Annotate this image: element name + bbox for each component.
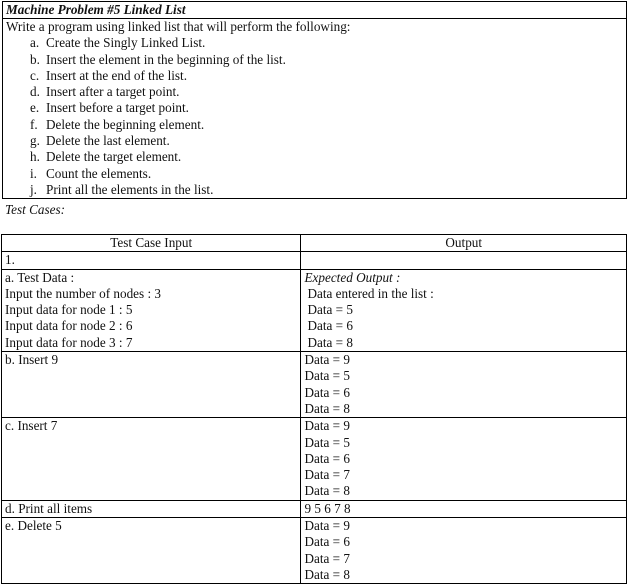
test-cases-label: Test Cases:	[5, 202, 65, 217]
output-line: Data = 5	[304, 434, 350, 450]
output-line: Data = 9	[304, 352, 350, 368]
row-number-cell: 1.	[2, 252, 301, 269]
output-line: Data = 8	[304, 566, 350, 582]
step-marker: c.	[30, 67, 40, 83]
step-text: Create the Singly Linked List.	[46, 35, 206, 51]
step-text: Print all the elements in the list.	[46, 181, 214, 197]
table-row	[2, 418, 627, 500]
step-marker: f.	[30, 116, 38, 132]
input-line: Input data for node 1 : 5	[5, 302, 133, 318]
problem-body	[3, 19, 627, 199]
step-text: Delete the beginning element.	[46, 116, 205, 132]
step-item	[30, 133, 623, 149]
output-cell	[301, 269, 627, 351]
step-item	[30, 166, 623, 182]
output-line: 9 5 6 7 8	[304, 500, 351, 516]
table-row	[2, 352, 627, 418]
output-cell	[301, 418, 627, 500]
table-row	[2, 269, 627, 351]
input-line: Input data for node 2 : 6	[5, 318, 133, 334]
table-row	[2, 518, 627, 584]
input-cell	[2, 500, 301, 517]
output-line: Data = 6	[304, 534, 350, 550]
problem-intro: Write a program using linked list that will perform the following:	[6, 19, 351, 34]
step-item	[30, 117, 623, 133]
step-marker: b.	[30, 51, 40, 67]
header-input: Test Case Input	[2, 235, 301, 252]
step-item	[30, 68, 623, 84]
step-text: Insert after a target point.	[46, 84, 180, 100]
output-line: Data = 9	[304, 518, 350, 534]
input-cell	[2, 418, 301, 500]
input-line: Input data for node 3 : 7	[5, 334, 133, 350]
step-item	[30, 149, 623, 165]
step-marker: e.	[30, 100, 40, 116]
output-line: Data = 9	[304, 418, 350, 434]
step-text: Insert the element in the beginning of the list.	[46, 51, 286, 67]
table-row-number	[2, 252, 627, 269]
step-text: Delete the target element.	[46, 149, 182, 165]
output-line: Data = 7	[304, 467, 350, 483]
problem-title: Machine Problem #5 Linked List	[3, 2, 627, 19]
step-item	[30, 182, 623, 198]
input-line: b. Insert 9	[5, 352, 59, 368]
output-cell	[301, 518, 627, 584]
step-marker: g.	[30, 133, 40, 149]
input-line: d. Print all items	[5, 500, 93, 516]
step-marker: j.	[30, 181, 37, 197]
input-cell	[2, 352, 301, 418]
output-cell	[301, 500, 627, 517]
input-line: c. Insert 7	[5, 418, 58, 434]
step-item	[30, 84, 623, 100]
table-header-row	[2, 235, 627, 252]
output-line: Data = 8	[304, 483, 350, 499]
step-marker: a.	[30, 35, 40, 51]
step-text: Delete the last element.	[46, 133, 170, 149]
output-line: Data = 7	[304, 550, 350, 566]
step-text: Count the elements.	[46, 165, 152, 181]
step-item	[30, 100, 623, 116]
input-cell	[2, 518, 301, 584]
problem-table	[2, 1, 627, 199]
step-text: Insert before a target point.	[46, 100, 189, 116]
output-heading: Expected Output :	[304, 269, 401, 285]
test-cases-table	[1, 234, 627, 584]
output-line: Data = 8	[304, 400, 350, 416]
step-item	[30, 52, 623, 68]
output-line: Data = 8	[307, 334, 353, 350]
input-line: e. Delete 5	[5, 518, 62, 534]
header-output: Output	[301, 235, 627, 252]
step-text: Insert at the end of the list.	[46, 67, 187, 83]
step-marker: i.	[30, 165, 37, 181]
output-cell	[301, 352, 627, 418]
input-line: a. Test Data :	[5, 269, 75, 285]
output-line: Data entered in the list :	[307, 285, 434, 301]
output-line: Data = 6	[307, 318, 353, 334]
steps-list	[6, 35, 623, 198]
row-number-empty-cell	[301, 252, 627, 269]
output-line: Data = 6	[304, 384, 350, 400]
step-marker: h.	[30, 149, 40, 165]
input-line: Input the number of nodes : 3	[5, 285, 162, 301]
step-item	[30, 35, 623, 51]
output-line: Data = 6	[304, 450, 350, 466]
step-marker: d.	[30, 84, 40, 100]
input-cell	[2, 269, 301, 351]
output-line: Data = 5	[304, 368, 350, 384]
output-line: Data = 5	[307, 302, 353, 318]
table-row	[2, 500, 627, 517]
